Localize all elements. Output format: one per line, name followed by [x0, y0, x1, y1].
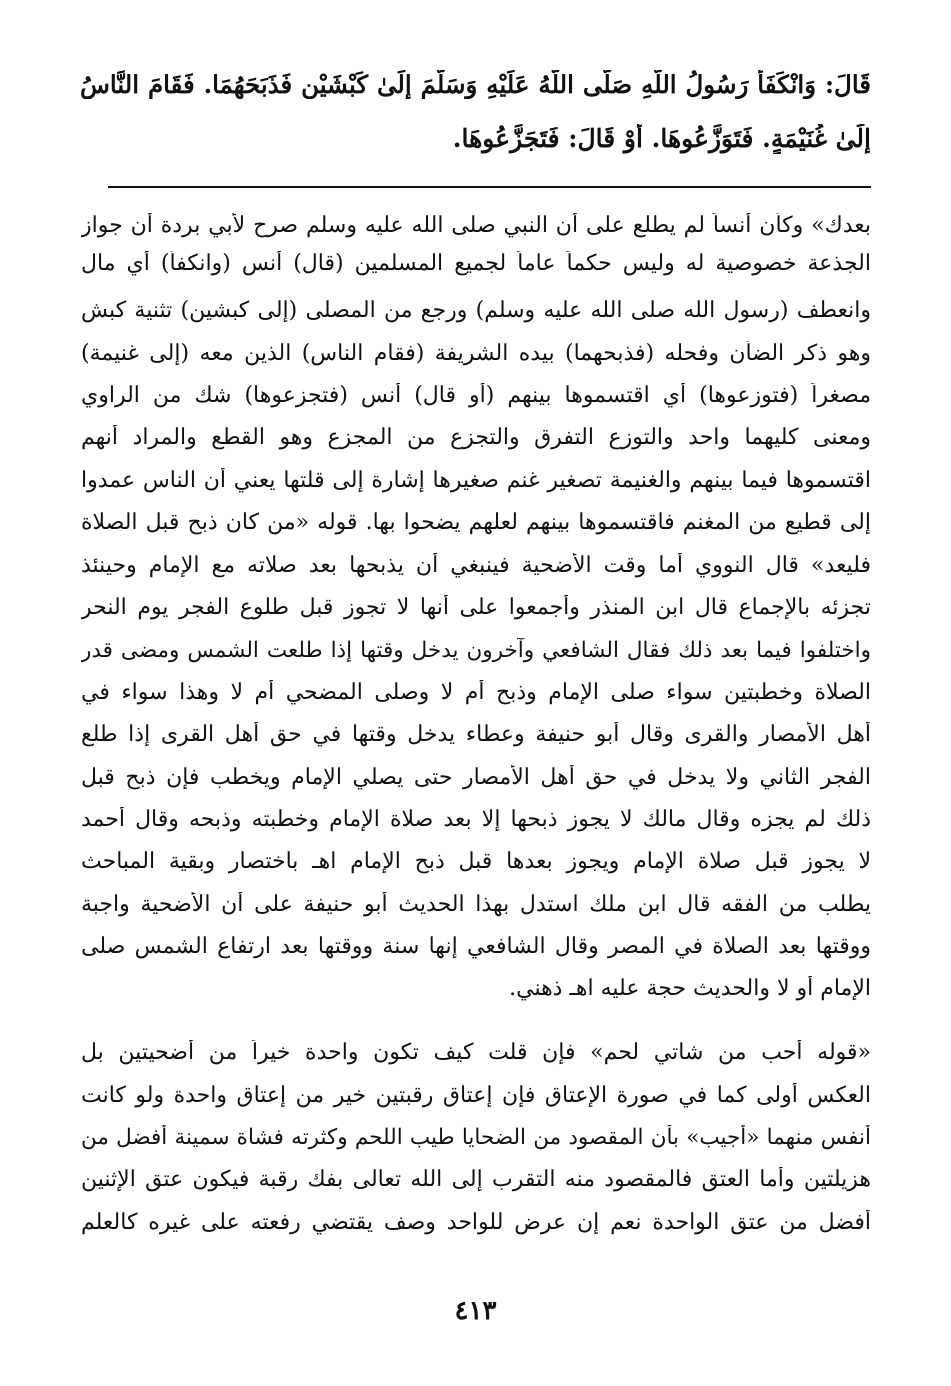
commentary-line: الإمام أو لا والحديث حجة عليه اهـ ذهني. — [509, 976, 871, 1001]
commentary-line: لا يجوز قبل صلاة الإمام ويجوز بعدها قبل ذبح الإمام اهـ باختصار وبقية المباحث — [81, 849, 871, 874]
commentary-line: مصغراً (فتوزعوها) أي اقتسموها بينهم (أو قال) أنس (فتجزعوها) شك من الراوي — [81, 383, 871, 408]
commentary-line: أهل الأمصار والقرى وقال أبو حنيفة وعطاء يدخل وقتها في حق أهل القرى إذا طلع — [81, 722, 871, 747]
commentary-line: إلى قطيع من المغنم فاقتسموها بينهم لعلهم يضحوا بها. قوله «من كان ذبح قبل الصلاة — [81, 510, 871, 535]
commentary-line: الصلاة وخطبتين سواء صلى الإمام وذبح أم لا وصلى المضحي أم لا وهذا سواء في — [81, 680, 871, 705]
hadith-line: قَالَ: وَانْكَفَأَ رَسُولُ اللَّهِ صَلَّى اللَّهُ عَلَيْهِ وَسَلَّمَ إِلَىٰ كَبْشَيْنِ فَذَبَحَهُمَا. فَقَامَ النَّاسُ — [80, 70, 871, 99]
commentary-line: وهو ذكر الضأن وفحله (فذبحهما) بيده الشريفة (فقام الناس) الذين معه (إلى غنيمة) — [81, 341, 871, 366]
footnote-divider — [108, 186, 871, 188]
commentary-line: فليعد» قال النووي أما وقت الأضحية فينبغي أن يذبحها بعد صلاته مع الإمام وحينئذ — [81, 553, 871, 578]
hadith-line: إِلَىٰ غُنَيْمَةٍ. فَتَوَزَّعُوهَا. أَوْ قَالَ: فَتَجَزَّعُوهَا. — [452, 124, 871, 153]
commentary-line: اقتسموها فيما بينهم والغنيمة تصغير غنم صغيرها إشارة إلى قلتها يعني أن الناس عمدوا — [81, 468, 871, 493]
commentary-line: أنفس منهما «أجيب» بأن المقصود من الضحايا طيب اللحم وكثرته فشاة سمينة أفضل من — [81, 1125, 871, 1150]
commentary-line: ووقتها بعد الصلاة في المصر وقال الشافعي إنها سنة ووقتها بعد ارتفاع الشمس صلى — [81, 934, 871, 959]
commentary-line: واختلفوا فيما بعد ذلك فقال الشافعي وآخرون يدخل وقتها إذا طلعت الشمس ومضى قدر — [81, 638, 871, 663]
commentary-line: تجزئه بالإجماع قال ابن المنذر وأجمعوا على أنها لا تجوز قبل طلوع الفجر يوم النحر — [81, 595, 871, 620]
commentary-line: ذلك لم يجزه وقال مالك لا يجوز ذبحها إلا بعد صلاة الإمام وخطبته وذبحه وقال أحمد — [81, 807, 871, 832]
commentary-line: هزيلتين وأما العتق فالمقصود منه التقرب إلى الله تعالى بفك رقبة فيكون عتق الإثنين — [81, 1167, 871, 1192]
commentary-line: أفضل من عتق الواحدة نعم إن عرض للواحد وصف يقتضي رفعته على غيره كالعلم — [81, 1210, 871, 1235]
commentary-line: ومعنى كليهما واحد والتوزع التفرق والتجزع من المجزع وهو القطع والمراد أنهم — [81, 425, 871, 450]
commentary-line: بعدك» وكأن أنساً لم يطلع على أن النبي صلى الله عليه وسلم صرح لأبي بردة أن جواز — [81, 213, 871, 238]
commentary-line: الجذعة خصوصية له وليس حكماً عاماً لجميع المسلمين (قال) أنس (وانكفأ) أي مال — [81, 251, 871, 276]
commentary-line: الفجر الثاني ولا يدخل في حق أهل الأمصار حتى يصلي الإمام ويخطب فإن ذبح قبل — [81, 765, 871, 790]
page-number: ٤١٣ — [454, 1296, 497, 1326]
commentary-line: وانعطف (رسول الله صلى الله عليه وسلم) ورجع من المصلى (إلى كبشين) تثنية كبش — [81, 298, 871, 323]
commentary-line: «قوله أحب من شاتي لحم» فإن قلت كيف تكون واحدة خيراً من أضحيتين بل — [81, 1040, 871, 1065]
commentary-line: يطلب من الفقه قال ابن ملك استدل بهذا الحديث أبو حنيفة على أن الأضحية واجبة — [81, 892, 871, 917]
commentary-line: العكس أولى كما في صورة الإعتاق فإن إعتاق رقبتين خير من إعتاق واحدة ولو كانت — [81, 1083, 871, 1108]
